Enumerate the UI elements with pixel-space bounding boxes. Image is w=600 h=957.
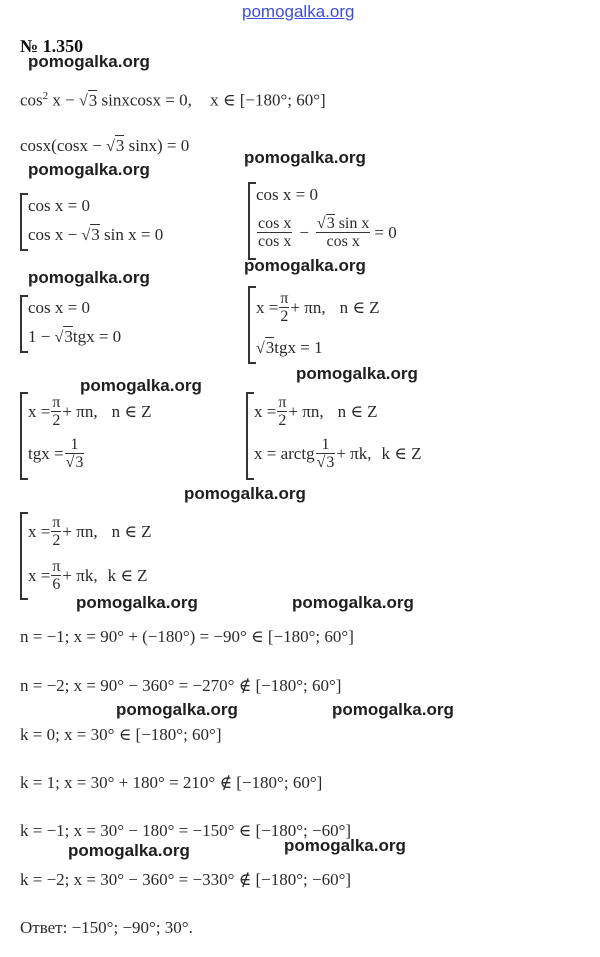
watermark: pomogalka.org bbox=[116, 700, 238, 719]
watermark: pomogalka.org bbox=[184, 484, 306, 503]
watermark: pomogalka.org bbox=[244, 148, 366, 167]
factored-equation: cosx(cosx − √3 sinx) = 0 bbox=[20, 136, 190, 155]
system-bracket bbox=[20, 512, 28, 600]
watermark: pomogalka.org bbox=[296, 364, 418, 383]
system4-line1: x = $\frac{\pi}{2}$ + πn, n ∈ Z bbox=[256, 290, 380, 325]
watermark: pomogalka.org bbox=[28, 268, 150, 287]
system1-line1: cos x = 0 bbox=[28, 196, 90, 215]
system7-line1: x = $\frac{\pi}{2}$ + πn, n ∈ Z bbox=[28, 514, 152, 549]
watermark: pomogalka.org bbox=[332, 700, 454, 719]
system-bracket bbox=[248, 286, 256, 364]
check-n-minus-2: n = −2; x = 90° − 360° = −270° ∉ [−180°; 60°] bbox=[20, 676, 342, 695]
system5-line1: x = $\frac{\pi}{2}$ + πn, n ∈ Z bbox=[28, 394, 152, 429]
top-watermark: pomogalka.org bbox=[242, 2, 355, 21]
watermark: pomogalka.org bbox=[28, 160, 150, 179]
equation: $\cos^2 x - √3$ sinxcosx = 0, x ∈ [−180°; 60°] bbox=[20, 90, 326, 110]
system6-line2: x = arctg 1 √3 + πk, k ∈ Z bbox=[254, 436, 422, 471]
system-bracket bbox=[20, 295, 28, 353]
problem-number: № 1.350 bbox=[20, 36, 84, 56]
system7-line2: x = $\frac{\pi}{6}$ + πk, k ∈ Z bbox=[28, 558, 148, 593]
check-k-0: k = 0; x = 30° ∈ [−180°; 60°] bbox=[20, 725, 222, 744]
system-bracket bbox=[246, 392, 254, 480]
system1-line2: cos x − √3 sin x = 0 bbox=[28, 225, 164, 244]
system-bracket bbox=[20, 193, 28, 251]
system-bracket bbox=[248, 182, 256, 260]
system5-line2: tgx = $\frac{1}{√3}$ bbox=[28, 436, 84, 471]
watermark: pomogalka.org bbox=[28, 52, 150, 71]
watermark: pomogalka.org bbox=[284, 836, 406, 855]
system2-line2: cos x cos x − $\frac{\text{√3 sin x}}{\text{cos x}}$ = 0 bbox=[258, 215, 397, 250]
watermark: pomogalka.org bbox=[244, 256, 366, 275]
system2-line1: cos x = 0 bbox=[256, 185, 318, 204]
watermark: pomogalka.org bbox=[292, 593, 414, 612]
system3-line1: cos x = 0 bbox=[28, 298, 90, 317]
answer: Ответ: −150°; −90°; 30°. bbox=[20, 918, 193, 937]
check-n-minus-1: n = −1; x = 90° + (−180°) = −90° ∈ [−180°; 60°] bbox=[20, 627, 354, 646]
system4-line2: √3tgx = 1 bbox=[256, 338, 323, 357]
check-k-minus-2: k = −2; x = 30° − 360° = −330° ∉ [−180°; −60°] bbox=[20, 870, 352, 889]
system6-line1: x = $\frac{\pi}{2}$ + πn, n ∈ Z bbox=[254, 394, 378, 429]
watermark: pomogalka.org bbox=[76, 593, 198, 612]
system-bracket bbox=[20, 392, 28, 480]
watermark: pomogalka.org bbox=[68, 841, 190, 860]
watermark: pomogalka.org bbox=[80, 376, 202, 395]
check-k-1: k = 1; x = 30° + 180° = 210° ∉ [−180°; 60°] bbox=[20, 773, 323, 792]
check-k-minus-1: k = −1; x = 30° − 180° = −150° ∈ [−180°; −60°] bbox=[20, 821, 352, 840]
system3-line2: 1 − √3tgx = 0 bbox=[28, 327, 122, 346]
